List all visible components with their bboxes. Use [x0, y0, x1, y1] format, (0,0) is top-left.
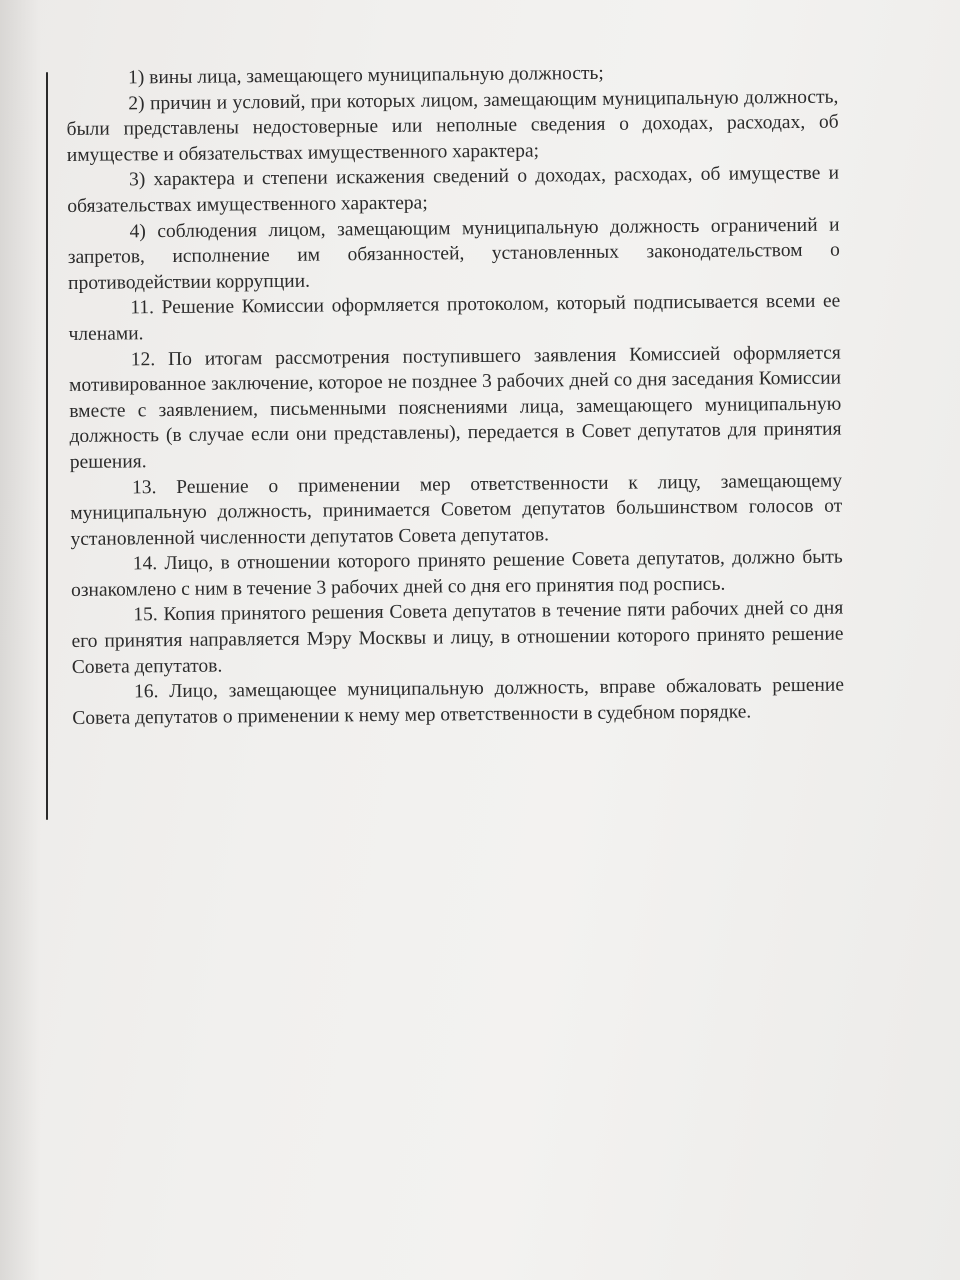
paragraph-item-2: 2) причин и условий, при которых лицом, замещающим муниципальную должность, были представлены недостоверные или неполные сведения о доходах, расходах, об имуществе и обязательствах имущественного характера; [66, 86, 839, 166]
paragraph-11: 11. Решение Комиссии оформляется протоколом, который подписывается всеми ее членами. [68, 290, 841, 345]
paragraph-15: 15. Копия принятого решения Совета депутатов в течение пяти рабочих дней со дня его принятия направляется Мэру Москвы и лицу, в отношении которого принято решение Совета депутатов. [71, 598, 844, 678]
paragraph-12: 12. По итогам рассмотрения поступившего заявления Комиссией оформляется мотивированное заключение, которое не позднее 3 рабочих дней со дня заседания Комиссии вместе с заявлением, письменными пояснениями лица, замещающего муниципальную должность (в случае если они представлены), передается в Совет депутатов для принятия решения. [68, 342, 842, 473]
paragraph-14: 14. Лицо, в отношении которого принято решение Совета депутатов, должно быть ознакомлено с ним в течение 3 рабочих дней со дня его принятия под роспись. [70, 546, 843, 601]
margin-bracket-line [46, 72, 48, 820]
paragraph-16: 16. Лицо, замещающее муниципальную должность, вправе обжаловать решение Совета депутатов о применении к нему мер ответственности в судебном порядке. [72, 674, 845, 729]
document-text [66, 59, 844, 732]
paragraph-13: 13. Решение о применении мер ответственности к лицу, замещающему муниципальную должность, принимается Советом депутатов большинством голосов от установленной численности депутатов Совета депутатов. [70, 470, 843, 550]
page-bottom-blank [0, 1240, 960, 1280]
paragraph-item-4: 4) соблюдения лицом, замещающим муниципальную должность ограничений и запретов, исполнение им обязанностей, установленных законодательством о противодействии коррупции. [67, 214, 840, 294]
paragraph-item-1: 1) вины лица, замещающего муниципальную должность; [128, 62, 604, 89]
page-edge-shadow [0, 0, 40, 1280]
paragraph-item-3: 3) характера и степени искажения сведений о доходах, расходах, об имуществе и обязательствах имущественного характера; [67, 162, 840, 217]
